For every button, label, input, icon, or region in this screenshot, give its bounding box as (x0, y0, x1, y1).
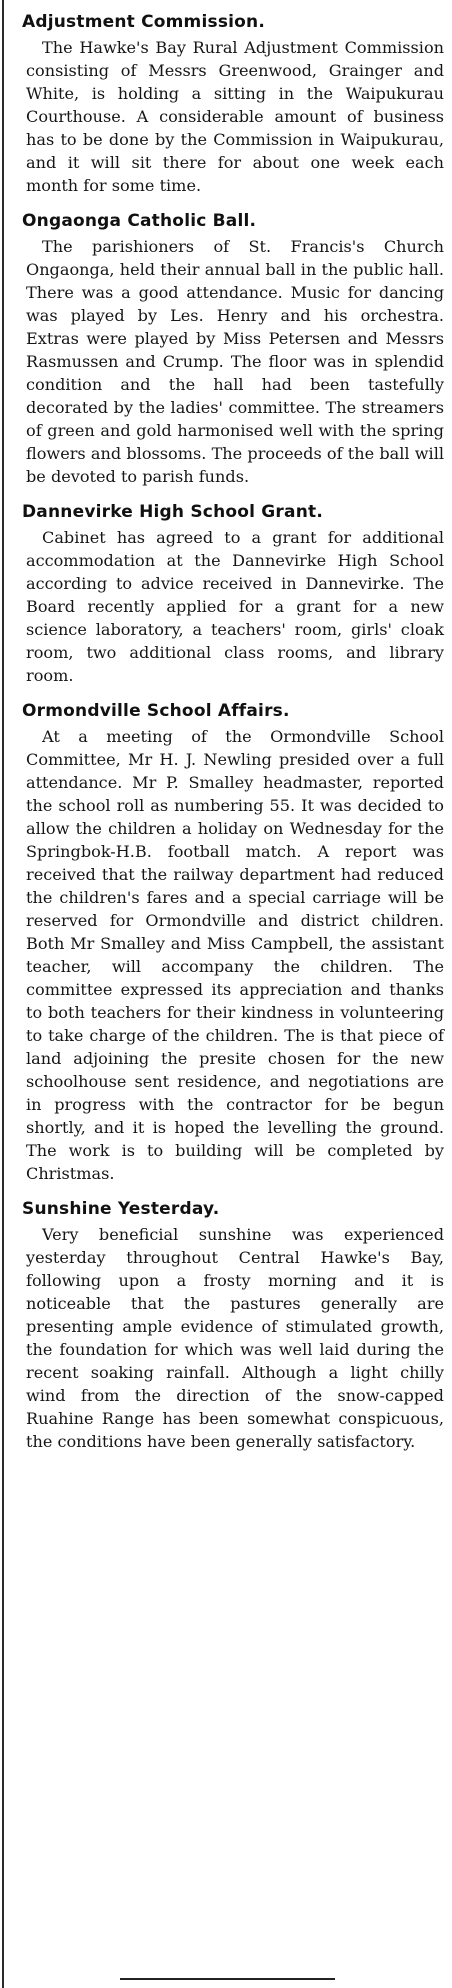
newspaper-column (22, 10, 444, 1465)
column-end-rule (120, 1978, 335, 1980)
article-dannevirke-high-school-grant (22, 500, 444, 687)
article-headline: Sunshine Yesterday. (22, 1199, 220, 1219)
article-headline: Ongaonga Catholic Ball. (22, 211, 257, 231)
article-body: Cabinet has agreed to a grant for additional accommodation at the Dannevirke High School according to advice received in Dannevirke. The Board recently applied for a grant for a new science laboratory, a teachers' room, girls' cloak room, two additional class rooms, and library room. (26, 528, 444, 685)
article-body: Very beneficial sunshine was experienced yesterday throughout Central Hawke's Bay, following upon a frosty morning and it is noticeable that the pastures generally are presenting ample evidence of stimulated growth, the foundation for which was well laid during the recent soaking rainfall. Although a light chilly wind from the direction of the snow-capped Ruahine Range has been somewhat conspicuous, the conditions have been generally satisfactory. (26, 1225, 444, 1451)
article-ormondville-school-affairs (22, 699, 444, 1185)
article-body: The Hawke's Bay Rural Adjustment Commission consisting of Messrs Greenwood, Grainger and White, is holding a sitting in the Waipukurau Courthouse. A considerable amount of business has to be done by the Commission in Waipukurau, and it will sit there for about one week each month for some time. (26, 38, 444, 195)
article-headline: Ormondville School Affairs. (22, 701, 290, 721)
article-body: The parishioners of St. Francis's Church Ongaonga, held their annual ball in the public hall. There was a good attendance. Music for dancing was played by Les. Henry and his orchestra. Extras were played by Miss Petersen and Messrs Rasmussen and Crump. The floor was in splendid condition and the hall had been tastefully decorated by the ladies' committee. The streamers of green and gold harmonised well with the spring flowers and blossoms. The proceeds of the ball will be devoted to parish funds. (26, 237, 444, 486)
article-sunshine-yesterday (22, 1197, 444, 1453)
article-ongaonga-catholic-ball (22, 209, 444, 488)
column-rule-left (2, 0, 4, 1988)
article-headline: Dannevirke High School Grant. (22, 502, 323, 522)
article-headline: Adjustment Commission. (22, 12, 266, 32)
article-body: At a meeting of the Ormondville School Committee, Mr H. J. Newling presided over a full attendance. Mr P. Smalley headmaster, reported the school roll as numbering 55. It was decided to allow the children a holiday on Wednesday for the Springbok-H.B. football match. A report was received that the railway department had reduced the children's fares and a special carriage will be reserved for Ormondville and district children. Both Mr Smalley and Miss Campbell, the assistant teacher, will accompany the children. The committee expressed its appreciation and thanks to both teachers for their kindness in volunteering to take charge of the children. The is that piece of land adjoining the presite chosen for the new schoolhouse sent residence, and negotiations are in progress with the contractor for be begun shortly, and it is hoped the levelling the ground. The work is to building will be completed by Christmas. (26, 727, 444, 1183)
article-adjustment-commission (22, 10, 444, 197)
